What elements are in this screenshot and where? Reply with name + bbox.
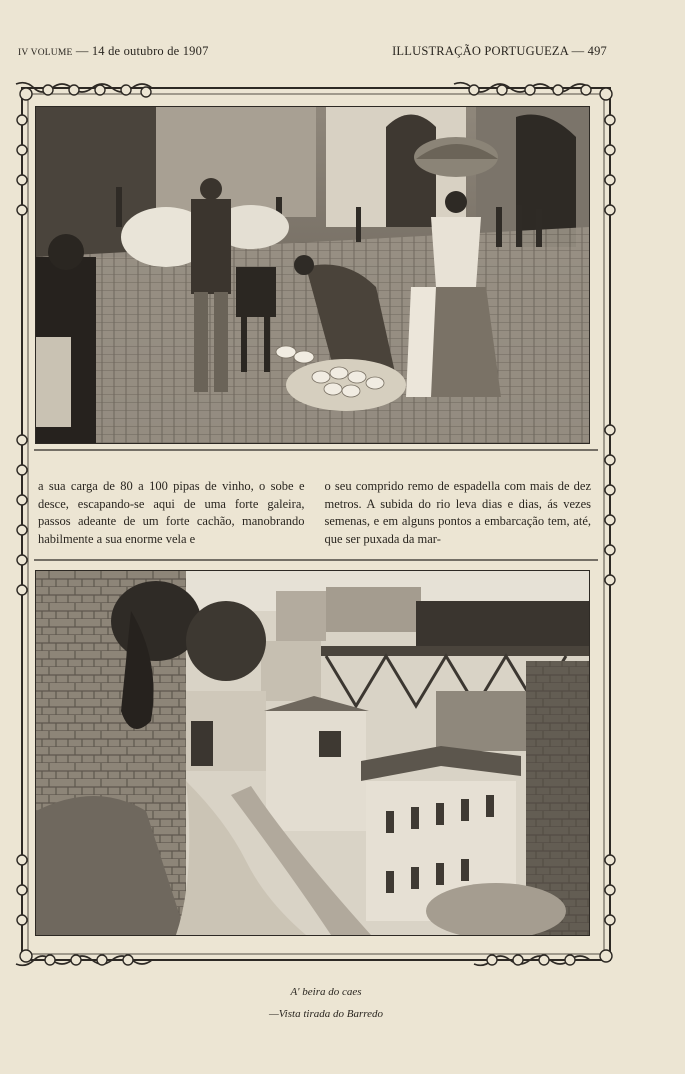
- barredo-view-photo: [35, 570, 590, 936]
- volume-date: [18, 44, 209, 59]
- page-number: — 497: [571, 44, 607, 58]
- volume-label: IV VOLUME: [18, 48, 73, 58]
- text-column-left: a sua carga de 80 a 100 pipas de vinho, o sobe e desce, escapando-se aqui de uma forte galeira, passos adeante de um forte cachão, manobrando habilmente a sua enorme vela e: [38, 479, 305, 546]
- magazine-title: [392, 44, 607, 59]
- magazine-name: ILLUSTRAÇÃO PORTUGUEZA: [392, 44, 569, 58]
- article-text: [38, 478, 591, 556]
- issue-date: — 14 de outubro de 1907: [75, 44, 209, 58]
- text-column-right: o seu comprido remo de espadella com mais de dez metros. A subida do rio leva dias e dias, ás vezes semenas, e em alguns pontos a embarcação tem, até, que ser puxada da mar-: [324, 479, 591, 546]
- caption-bottom-photo: —Vista tirada do Barredo: [269, 1008, 383, 1020]
- caption-top-photo: A' beira do caes: [290, 986, 362, 998]
- page-header: [18, 44, 607, 59]
- market-street-photo: [35, 106, 590, 444]
